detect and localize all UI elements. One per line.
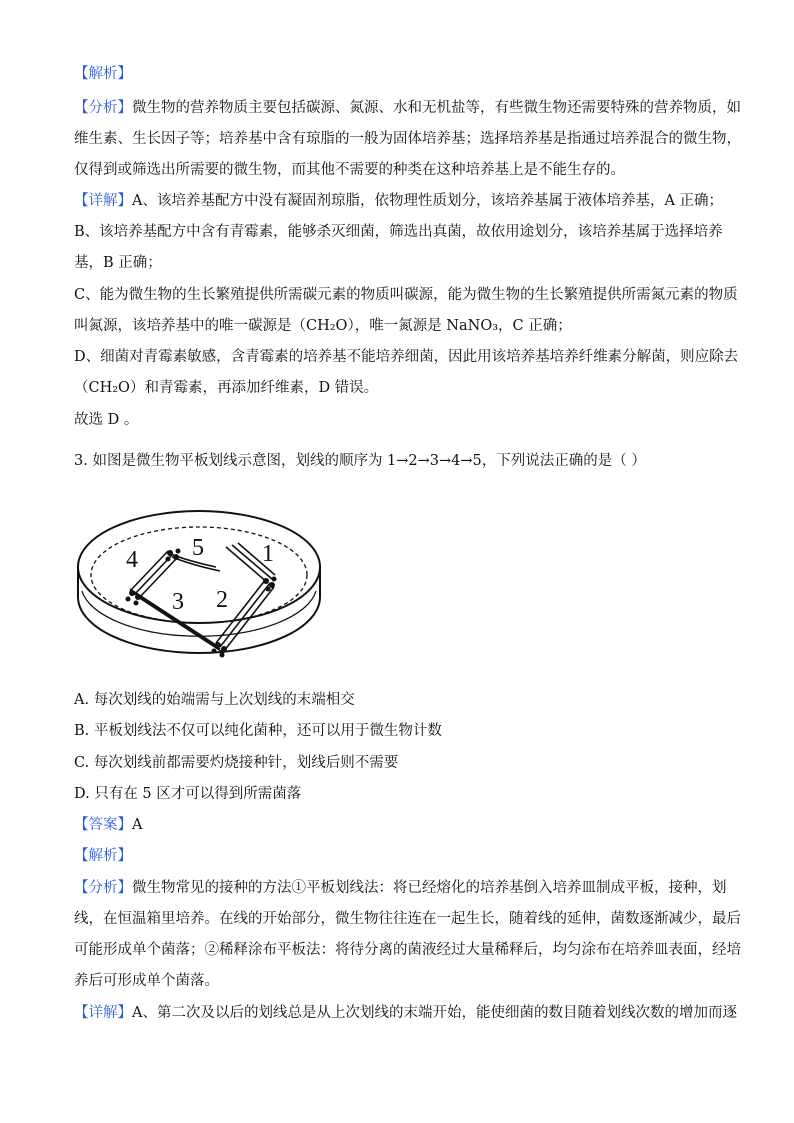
figure-label-3: 3 [172, 589, 184, 615]
section-header-jiexi: 【解析】 [74, 848, 132, 864]
detail-text-c: 叫氮源，该培养基中的唯一碳源是（CH₂O），唯一氮源是 NaNO₃，C 正确； [74, 318, 572, 334]
figure-label-1: 1 [262, 541, 274, 567]
detail-paragraph [74, 191, 723, 211]
detail-tag: 【详解】 [74, 1005, 132, 1021]
option-d: D. 只有在 5 区才可以得到所需菌落 [74, 786, 302, 802]
option-b: B. 平板划线法不仅可以纯化菌种，还可以用于微生物计数 [74, 723, 442, 739]
dish-base-line [82, 591, 316, 636]
option-c: C. 每次划线前都需要灼烧接种针，划线后则不需要 [74, 755, 399, 771]
analysis-tag: 【分析】 [74, 100, 132, 116]
answer-line [74, 815, 142, 835]
detail-tag: 【详解】 [74, 193, 132, 209]
detail-text-b: B、该培养基配方中含有青霉素，能够杀灭细菌，筛选出真菌，故依用途划分，该培养基属于选择培养 [74, 224, 723, 240]
figure-label-4: 4 [126, 547, 138, 573]
answer-tag: 【答案】 [74, 817, 132, 833]
answer-value: A [132, 817, 143, 833]
analysis-text: 线，在恒温箱里培养。在线的开始部分，微生物往往连在一起生长，随着线的延伸，菌数逐渐减少，最后 [74, 911, 741, 927]
figure-label-2: 2 [216, 587, 228, 613]
dish-rim [78, 511, 320, 623]
analysis-text: 仅得到或筛选出所需要的微生物，而其他不需要的种类在这种培养基上是不能生存的。 [74, 162, 625, 178]
dish-side [78, 567, 320, 653]
option-a: A. 每次划线的始端需与上次划线的末端相交 [74, 692, 355, 708]
analysis-tag: 【分析】 [74, 880, 132, 896]
petri-dish-streak-figure [76, 505, 322, 675]
detail-text-c: C、能为微生物的生长繁殖提供所需碳元素的物质叫碳源，能为微生物的生长繁殖提供所需氮元素的物质 [74, 287, 738, 303]
question-stem: 3. 如图是微生物平板划线示意图，划线的顺序为 1→2→3→4→5，下列说法正确的是（ ） [74, 453, 646, 469]
analysis-paragraph [74, 98, 741, 118]
detail-text-a: A、第二次及以后的划线总是从上次划线的末端开始，能使细菌的数目随着划线次数的增加而逐 [132, 1005, 737, 1021]
conclusion: 故选 D 。 [74, 412, 139, 428]
detail-text-a: A、该培养基配方中没有凝固剂琼脂，依物理性质划分，该培养基属于液体培养基，A 正确； [132, 193, 724, 209]
analysis-text: 微生物常见的接种的方法①平板划线法：将已经熔化的培养基倒入培养皿制成平板，接种，划 [132, 880, 727, 896]
detail-text-b: 基，B 正确； [74, 255, 162, 271]
section-header-jiexi: 【解析】 [74, 66, 132, 82]
analysis-text: 养后可形成单个菌落。 [74, 973, 219, 989]
figure-label-5: 5 [192, 535, 204, 561]
detail-text-d: （CH₂O）和青霉素，再添加纤维素，D 错误。 [74, 380, 379, 396]
analysis-paragraph [74, 878, 727, 898]
analysis-text: 可能形成单个菌落；②稀释涂布平板法：将待分离的菌液经过大量稀释后，均匀涂布在培养皿表面，经培 [74, 942, 741, 958]
analysis-text: 维生素、生长因子等；培养基中含有琼脂的一般为固体培养基；选择培养基是指通过培养混合的微生物， [74, 131, 741, 147]
detail-text-d: D、细菌对青霉素敏感，含青霉素的培养基不能培养细菌，因此用该培养基培养纤维素分解菌，则应除去 [74, 349, 739, 365]
analysis-text: 微生物的营养物质主要包括碳源、氮源、水和无机盐等，有些微生物还需要特殊的营养物质，如 [132, 100, 741, 116]
detail-paragraph [74, 1003, 737, 1023]
